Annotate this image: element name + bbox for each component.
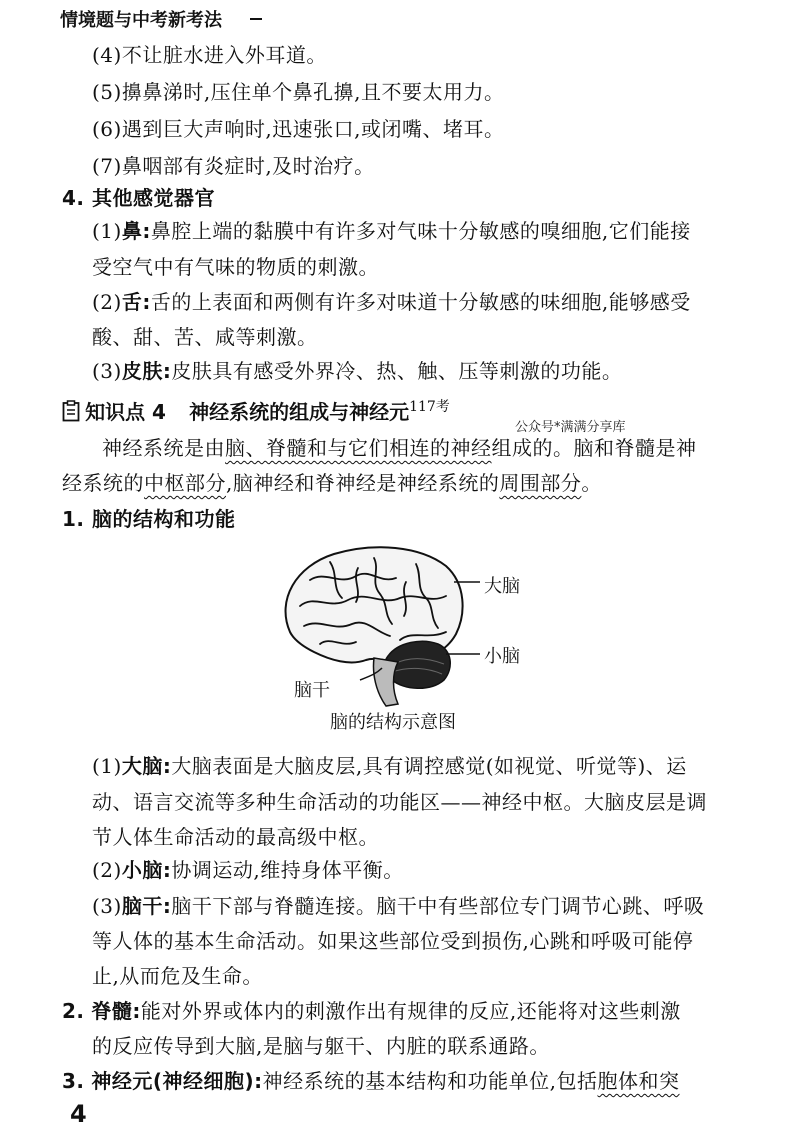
brain-section-heading xyxy=(62,506,235,532)
exam-count: 117考 xyxy=(409,399,450,415)
neuron-number: 3. xyxy=(62,1069,85,1093)
clipboard-icon xyxy=(62,400,80,422)
ear-tip-4: (4)不让脏水进入外耳道。 xyxy=(92,43,327,67)
intro-line-1 xyxy=(102,435,697,461)
label-cerebrum: 大脑 xyxy=(484,576,520,597)
brain-section-title: 脑的结构和功能 xyxy=(91,507,236,531)
brainstem-line-2: 等人体的基本生命活动。如果这些部位受到损伤,心跳和呼吸可能停 xyxy=(92,929,694,953)
cerebellum-term: 小脑: xyxy=(121,858,172,882)
brainstem-text-1: 脑干下部与脊髓连接。脑干中有些部位专门调节心跳、呼吸 xyxy=(171,894,705,918)
section-4-title: 其他感觉器官 xyxy=(91,186,215,210)
intro-text-c: 经系统的 xyxy=(62,471,144,495)
nose-num: (1) xyxy=(92,219,122,243)
tongue-text-1: 舌的上表面和两侧有许多对味道十分敏感的味细胞,能够感受 xyxy=(150,290,691,314)
cerebrum-text-1: 大脑表面是大脑皮层,具有调控感觉(如视觉、听觉等)、运 xyxy=(171,754,687,778)
knowledge-point-label: 知识点 4 xyxy=(85,400,166,424)
label-brainstem: 脑干 xyxy=(294,680,330,701)
intro-underline-central: 中枢部分 xyxy=(144,471,226,495)
label-cerebellum: 小脑 xyxy=(484,646,520,667)
brainstem-term: 脑干: xyxy=(121,894,172,918)
brainstem-num: (3) xyxy=(92,894,122,918)
ear-tip-5: (5)擤鼻涕时,压住单个鼻孔擤,且不要太用力。 xyxy=(92,80,505,104)
watermark: 公众号*满满分享库 xyxy=(515,420,626,435)
cerebrum-line-1 xyxy=(92,753,687,779)
skin-term: 皮肤: xyxy=(121,359,172,383)
skin-line-1 xyxy=(92,358,622,384)
ear-tip-7: (7)鼻咽部有炎症时,及时治疗。 xyxy=(92,154,375,178)
neuron-line-1 xyxy=(62,1068,680,1094)
nose-text-1: 鼻腔上端的黏膜中有许多对气味十分敏感的嗅细胞,它们能接 xyxy=(150,219,691,243)
cerebellum-line-1 xyxy=(92,857,404,883)
cerebrum-num: (1) xyxy=(92,754,122,778)
spinal-line-1 xyxy=(62,998,681,1024)
cerebrum-line-2: 动、语言交流等多种生命活动的功能区——神经中枢。大脑皮层是调 xyxy=(92,790,707,814)
spinal-text-1: 能对外界或体内的刺激作出有规律的反应,还能将对这些刺激 xyxy=(140,999,681,1023)
intro-line-2 xyxy=(62,470,602,496)
brainstem-line-1 xyxy=(92,893,704,919)
intro-underline-brain-spinal: 脑、脊髓和与它们相连的神经 xyxy=(225,436,492,460)
knowledge-point-title: 神经系统的组成与神经元 xyxy=(189,400,410,424)
spinal-number: 2. xyxy=(62,999,85,1023)
ear-tip-6: (6)遇到巨大声响时,迅速张口,或闭嘴、堵耳。 xyxy=(92,117,505,141)
tongue-line-1 xyxy=(92,289,691,315)
spinal-term: 脊髓: xyxy=(91,999,141,1023)
knowledge-point-heading xyxy=(62,396,450,425)
nose-line-1 xyxy=(92,218,691,244)
cerebrum-term: 大脑: xyxy=(121,754,172,778)
nose-line-2: 受空气中有气味的物质的刺激。 xyxy=(92,255,379,279)
diagram-caption: 脑的结构示意图 xyxy=(330,712,456,733)
brainstem-line-3: 止,从而危及生命。 xyxy=(92,964,263,988)
intro-text-b: 组成的。脑和脊髓是神 xyxy=(491,436,697,460)
brain-section-number: 1. xyxy=(62,507,85,531)
tongue-num: (2) xyxy=(92,290,122,314)
intro-text-e: 。 xyxy=(581,471,602,495)
header-rule xyxy=(250,18,262,20)
cerebellum-text-1: 协调运动,维持身体平衡。 xyxy=(171,858,404,882)
neuron-underline: 胞体和突 xyxy=(597,1069,680,1093)
cerebrum-line-3: 节人体生命活动的最高级中枢。 xyxy=(92,825,379,849)
skin-num: (3) xyxy=(92,359,122,383)
section-4-heading xyxy=(62,185,215,211)
neuron-text: 神经系统的基本结构和功能单位,包括 xyxy=(262,1069,598,1093)
neuron-term: 神经元(神经细胞): xyxy=(91,1069,263,1093)
running-header: 情境题与中考新考法 xyxy=(60,10,222,31)
cerebellum-num: (2) xyxy=(92,858,122,882)
tongue-line-2: 酸、甜、苦、咸等刺激。 xyxy=(92,325,318,349)
intro-text-a: 神经系统是由 xyxy=(102,436,225,460)
tongue-term: 舌: xyxy=(121,290,151,314)
intro-underline-peripheral: 周围部分 xyxy=(499,471,582,495)
section-4-number: 4. xyxy=(62,186,85,210)
spinal-line-2: 的反应传导到大脑,是脑与躯干、内脏的联系通路。 xyxy=(92,1034,550,1058)
page-number: 4 xyxy=(70,1100,87,1128)
skin-text-1: 皮肤具有感受外界冷、热、触、压等刺激的功能。 xyxy=(171,359,623,383)
nose-term: 鼻: xyxy=(121,219,151,243)
intro-text-d: ,脑神经和脊神经是神经系统的 xyxy=(226,471,500,495)
